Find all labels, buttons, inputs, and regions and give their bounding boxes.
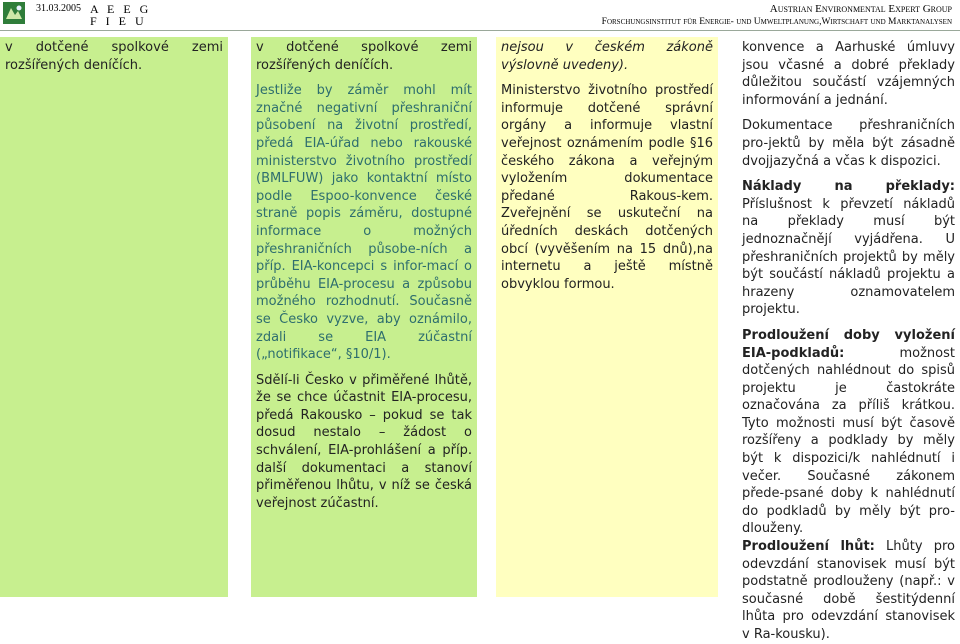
column-4-paragraph-4 — [742, 538, 955, 644]
column-4-heading-2: Náklady na překlady: — [742, 179, 955, 195]
column-2-paragraph-1: Jestliže by záměr mohl mít značné negativní přeshraniční působení na životní prostředí, předá EIA-úřad nebo rakouské ministerstvo životního prostředí (BMLFUW) jako kontaktní místo podle Espoo-konvence české straně popis záměru, dostupné informace o možných přeshraničních působe-ních a příp. EIA-koncepci s infor-mací o průběhu EIA-procesu a způsobu možného rozhodnutí. Současně se Česko vyzve, aby oznámilo, zdali se EIA zúčastní („notifikace“, §10/1). — [256, 83, 472, 363]
column-4-text-2: Příslušnost k převzetí nákladů na překlady musí být jednoznačnějí vyjádřena. U přeshraničních projektů by měly být součástí nákladů projektu a hrazeny oznamovatelem projektu. — [742, 196, 955, 318]
header-institute — [602, 3, 952, 29]
column-4-paragraph-3 — [742, 327, 955, 538]
page-header — [0, 0, 960, 28]
column-4-text-4: Lhůty pro odevzdání stanovisek musí být podstatně prodlouženy (např.: v současné době šestitýdenní lhůta pro odevzdání stanovisek v Ra-kousku). — [742, 539, 955, 642]
column-4-paragraph-2 — [742, 178, 955, 319]
column-3-intro: nejsou v českém zákoně výslovně uvedeny). — [501, 40, 713, 73]
header-org-line1: A E E G — [90, 2, 152, 16]
column-4-text-3: možnost dotčených nahlédnout do spisů projektu je častokráte označována za příliš krátkou. Tyto možnosti musí být časově rozšířeny a podklady by měly být k dispozici/k nahlédnutí i večer. Současné zákonem přede-psané doby k nahlédnutí do podkladů by měly být pro-dlouženy. — [742, 345, 955, 537]
column-4 — [737, 37, 960, 642]
column-2-paragraph-2: Sdělí-li Česko v přiměřené lhůtě, že se chce účastnit EIA-procesu, předá Rakousko – pokud se tak dosud nestalo – žádost o schválení, EIA-prohlášení a příp. další dokumentaci a stanoví přiměřenou lhůtu, v níž se česká veřejnost zúčastní. — [256, 372, 472, 511]
column-1 — [0, 37, 228, 597]
aeeg-logo-icon — [3, 2, 25, 24]
header-org — [90, 3, 151, 27]
column-4-intro: konvence a Aarhuské úmluvy jsou včasné a dobré překlady důležitou součástí vzájemných informování a jednání. — [742, 40, 955, 108]
header-date: 31.03.2005 — [36, 3, 81, 14]
header-org-line2: F I E U — [90, 14, 147, 28]
column-2 — [251, 37, 477, 597]
column-3-paragraph-1: Ministerstvo životního prostředí informuje dotčené správní orgány a informuje vlastní veřejnost oznámením podle §16 českého zákona a veřejným vyložením dokumentace předané Rakous-kem. Zveřejnění se uskuteční na úředních deskách dotčených obcí (vyvěšením na 15 dnů),na internetu a ještě místně obvyklou formou. — [501, 83, 713, 292]
column-3 — [496, 37, 718, 597]
header-institute-line1: Austrian Environmental Expert Group — [769, 3, 952, 15]
column-1-text: v dotčené spolkové zemi rozšířených deníčích. — [5, 40, 223, 73]
header-divider — [0, 30, 960, 31]
column-4-heading-3: Prodloužení doby vyložení EIA-podkladů: — [742, 327, 955, 361]
header-institute-line2: Forschungsinstitut für Energie- und Umweltplanung,Wirtschaft und Marktanalysen — [601, 17, 952, 27]
column-2-intro: v dotčené spolkové zemi rozšířených deníčích. — [256, 40, 472, 73]
column-4-paragraph-1: Dokumentace přeshraničních pro-jektů by měla být zásadně dvojjazyčná a včas k dispozici. — [742, 118, 955, 169]
column-4-heading-4: Prodloužení lhůt: — [742, 539, 875, 555]
